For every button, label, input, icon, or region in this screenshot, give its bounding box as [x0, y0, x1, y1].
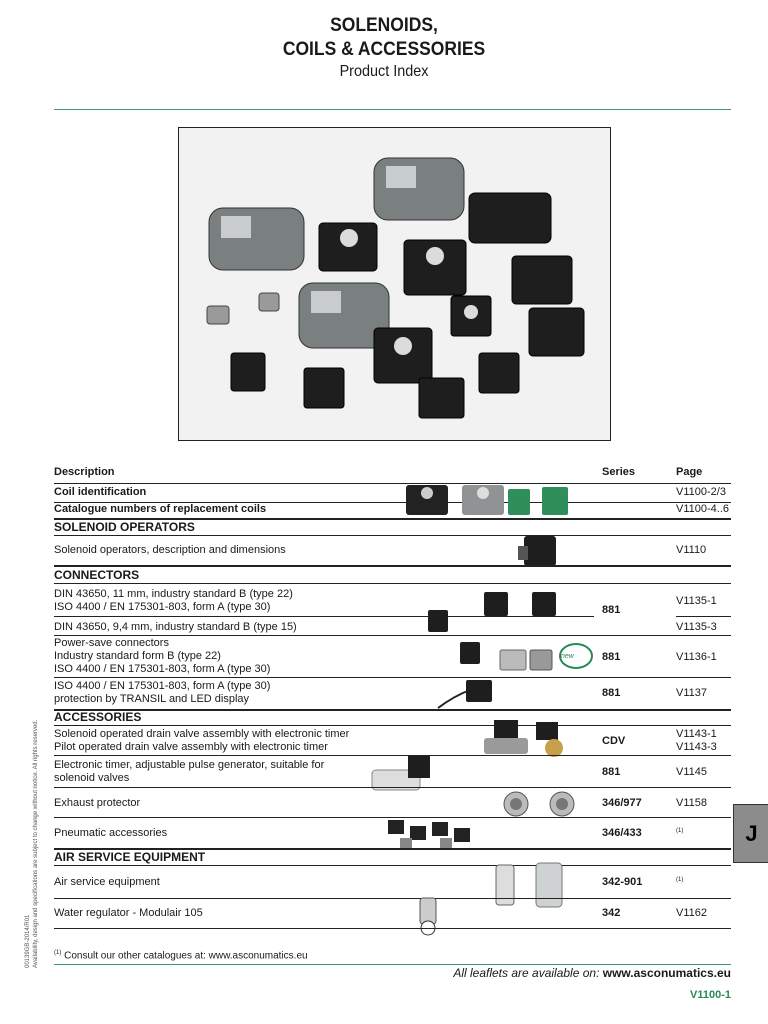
page-subtitle: Product Index: [339, 63, 429, 80]
table-row-desc: Catalogue numbers of replacement coils: [54, 503, 267, 515]
page-title-line2: COILS & ACCESSORIES: [282, 39, 486, 60]
col-header-description: Description: [54, 466, 115, 478]
series-value: CDV: [602, 735, 626, 747]
connector-desc-line: DIN 43650, 11 mm, industry standard B (type 22): [54, 588, 293, 600]
series-value: 881: [602, 687, 621, 699]
footnote-mark: (1): [54, 950, 62, 956]
accessory-desc-line: Electronic timer, adjustable pulse generator, suitable for: [54, 759, 325, 771]
accessory-desc-line: Exhaust protector: [54, 797, 141, 809]
series-value: 881: [602, 766, 621, 778]
footer-leaflets: [453, 966, 731, 980]
air-desc-line: Water regulator - Modulair 105: [54, 907, 203, 919]
product-photo: [178, 127, 611, 441]
doc-reference: 00139GB-2014/R01: [25, 914, 31, 968]
connector-thumbnails: [424, 588, 564, 636]
connector-desc-line: Power-save connectors: [54, 637, 169, 649]
connector-desc-line: Industry standard form B (type 22): [54, 650, 221, 662]
table-row-page[interactable]: V1162: [676, 907, 707, 919]
connector-desc-line: ISO 4400 / EN 175301-803, form A (type 30): [54, 663, 271, 675]
drain-valve-thumbnails: [474, 716, 584, 760]
table-row-page[interactable]: V1145: [676, 766, 707, 778]
table-row-desc: Coil identification: [54, 486, 147, 498]
table-row-desc: Solenoid operators, description and dimensions: [54, 544, 286, 556]
table-row-page[interactable]: V1100-4..6: [676, 503, 730, 515]
table-rule: [54, 865, 731, 866]
legal-side-note: [24, 720, 40, 968]
table-row-page[interactable]: V1158: [676, 797, 707, 809]
new-badge: new: [561, 653, 574, 660]
table-row-page-footnote[interactable]: (1): [676, 877, 684, 883]
availability-notice: Availability, design and specifications are subject to change without notice. All rights reserved.: [33, 719, 39, 968]
accessory-desc-line: solenoid valves: [54, 772, 130, 784]
table-row-page[interactable]: V1135-1: [676, 595, 717, 607]
footnote: [54, 950, 308, 961]
col-header-page: Page: [676, 466, 703, 478]
water-regulator-thumbnail: [410, 896, 446, 938]
footer-website-link[interactable]: www.asconumatics.eu: [602, 966, 731, 980]
table-row-page-footnote[interactable]: (1): [676, 828, 684, 834]
exhaust-protector-thumbnails: [500, 788, 580, 820]
section-solenoid-operators: SOLENOID OPERATORS: [54, 520, 195, 534]
table-row-page[interactable]: V1100-2/3: [676, 486, 726, 498]
series-value: 346/433: [602, 827, 642, 839]
table-rule: [54, 928, 731, 929]
footer-divider: [54, 964, 731, 965]
connector-desc-line: protection by TRANSIL and LED display: [54, 693, 250, 705]
accessory-desc-line: Pilot operated drain valve assembly with electronic timer: [54, 741, 328, 753]
series-value: 881: [602, 604, 621, 616]
power-save-thumbnails: [456, 636, 596, 676]
section-rule: [54, 565, 731, 567]
table-rule: [54, 898, 731, 899]
series-value: 346/977: [602, 797, 642, 809]
page-title-line1: SOLENOIDS,: [330, 15, 438, 36]
connector-desc-line: DIN 43650, 9,4 mm, industry standard B (type 15): [54, 621, 297, 633]
table-rule: [54, 677, 731, 678]
timer-thumbnail: [368, 754, 448, 794]
footer-lead-text: All leaflets are available on:: [453, 966, 603, 980]
table-rule: [54, 635, 731, 636]
table-rule: [54, 787, 731, 788]
accessory-desc-line: Solenoid operated drain valve assembly with electronic timer: [54, 728, 350, 740]
page-header: [0, 14, 768, 82]
page-number: V1100-1: [690, 989, 731, 1001]
section-accessories: ACCESSORIES: [54, 710, 142, 724]
section-tab-j[interactable]: J: [733, 804, 768, 863]
table-row-page[interactable]: V1110: [676, 544, 707, 556]
table-rule: [54, 483, 731, 484]
series-value: 881: [602, 651, 621, 663]
table-rule: [54, 725, 731, 726]
table-row-page[interactable]: V1143-3: [676, 741, 717, 753]
connector-desc-line: ISO 4400 / EN 175301-803, form A (type 30): [54, 601, 271, 613]
series-value: 342-901: [602, 876, 643, 888]
section-rule: [54, 709, 731, 711]
table-row-page[interactable]: V1137: [676, 687, 707, 699]
section-connectors: CONNECTORS: [54, 568, 140, 582]
air-service-thumbnails: [486, 861, 566, 911]
coil-thumbnails: [404, 481, 574, 519]
table-rule: [54, 583, 731, 584]
table-row-page[interactable]: V1135-3: [676, 621, 717, 633]
col-header-series: Series: [602, 466, 636, 478]
table-row-page[interactable]: V1136-1: [676, 651, 717, 663]
pneumatic-accessories-thumbnails: [384, 814, 494, 852]
table-row-page[interactable]: V1143-1: [676, 728, 717, 740]
table-rule: [54, 535, 731, 536]
footnote-text: Consult our other catalogues at: www.asconumatics.eu: [61, 950, 308, 962]
accessory-desc-line: Pneumatic accessories: [54, 827, 168, 839]
transil-connector-thumbnail: [434, 676, 504, 712]
series-value: 342: [602, 907, 621, 919]
table-rule: [676, 616, 731, 617]
connector-desc-line: ISO 4400 / EN 175301-803, form A (type 30): [54, 680, 271, 692]
air-desc-line: Air service equipment: [54, 876, 160, 888]
header-divider: [54, 109, 731, 110]
section-air-service-equipment: AIR SERVICE EQUIPMENT: [54, 850, 206, 864]
